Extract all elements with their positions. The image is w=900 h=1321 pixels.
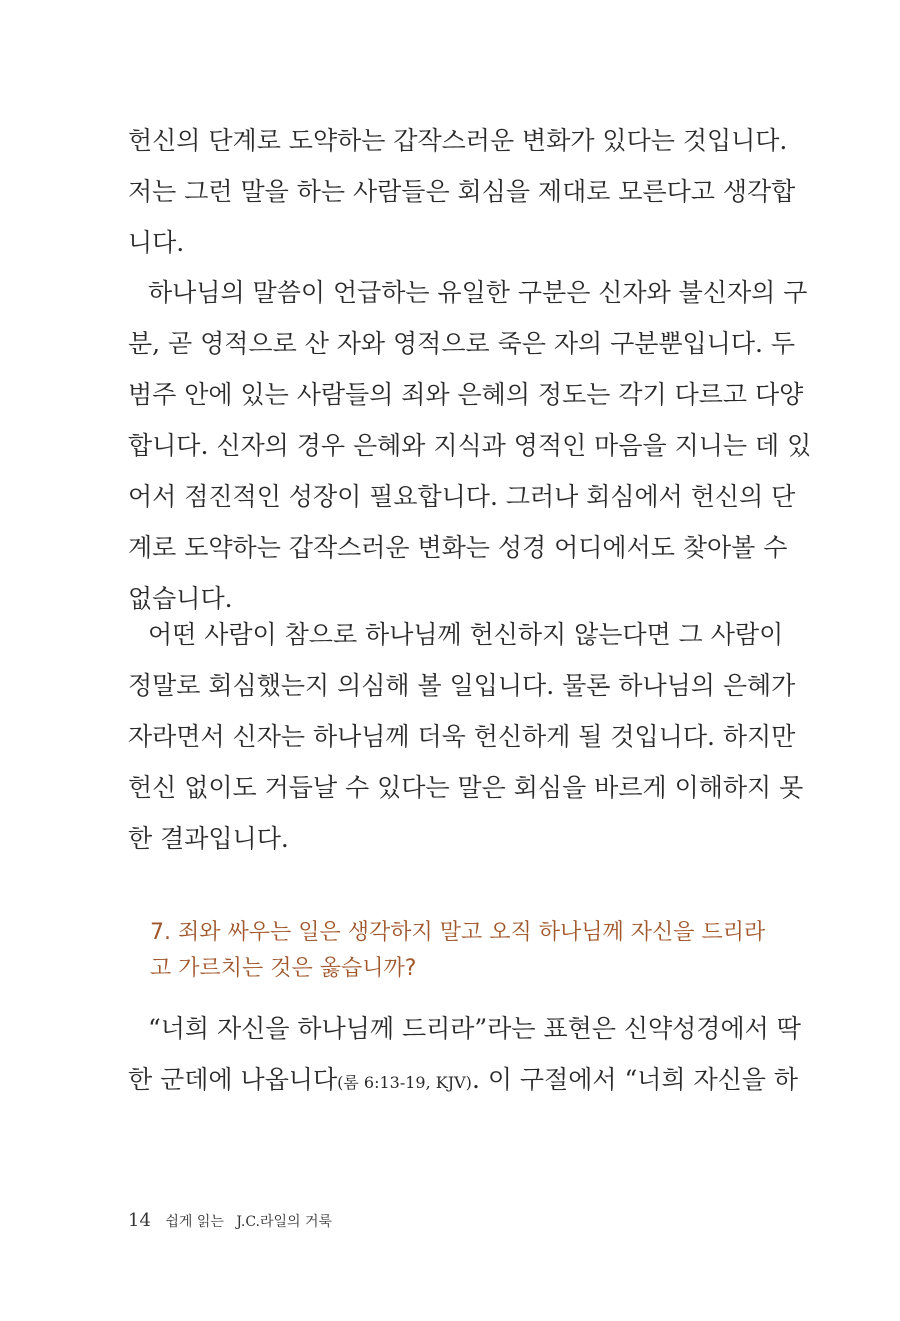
paragraph-line: 저는 그런 말을 하는 사람들은 회심을 제대로 모른다고 생각합 xyxy=(128,177,796,206)
paragraph-line: 헌신의 단계로 도약하는 갑작스러운 변화가 있다는 것입니다. xyxy=(128,126,788,155)
paragraph-1 xyxy=(128,126,796,257)
paragraph-line: 헌신 없이도 거듭날 수 있다는 말은 회심을 바르게 이해하지 못 xyxy=(128,773,804,802)
paragraph-line: 합니다. 신자의 경우 은혜와 지식과 영적인 마음을 지니는 데 있 xyxy=(128,431,812,460)
paragraph-line: 계로 도약하는 갑작스러운 변화는 성경 어디에서도 찾아볼 수 xyxy=(128,533,788,562)
paragraph-line: 한 결과입니다. xyxy=(128,824,289,853)
book-title: J.C.라일의 거룩 xyxy=(236,1214,333,1230)
paragraph-3 xyxy=(128,620,804,853)
question-line: 고 가르치는 것은 옳습니까? xyxy=(150,956,417,981)
page-footer xyxy=(128,1210,332,1231)
scripture-reference: (롬 6:13-19, KJV) xyxy=(337,1073,472,1092)
page-number: 14 xyxy=(128,1210,151,1231)
paragraph-line: 니다. xyxy=(128,228,185,257)
question-heading xyxy=(150,920,766,982)
answer-text: . 이 구절에서 “너희 자신을 하 xyxy=(471,1065,799,1094)
paragraph-line: 없습니다. xyxy=(128,584,233,613)
paragraph-line: 범주 안에 있는 사람들의 죄와 은혜의 정도는 각기 다르고 다양 xyxy=(128,380,804,409)
paragraph-line: “너희 자신을 하나님께 드리라”라는 표현은 신약성경에서 딱 xyxy=(148,1014,801,1043)
answer-paragraph xyxy=(128,1014,801,1094)
paragraph-line: 어서 점진적인 성장이 필요합니다. 그러나 회심에서 헌신의 단 xyxy=(128,482,796,511)
paragraph-line: 어떤 사람이 참으로 하나님께 헌신하지 않는다면 그 사람이 xyxy=(148,620,784,649)
paragraph-line: 분, 곧 영적으로 산 자와 영적으로 죽은 자의 구분뿐입니다. 두 xyxy=(128,329,796,358)
series-name: 쉽게 읽는 xyxy=(165,1214,224,1230)
paragraph-line: 자라면서 신자는 하나님께 더욱 헌신하게 될 것입니다. 하지만 xyxy=(128,722,796,751)
paragraph-line: 하나님의 말씀이 언급하는 유일한 구분은 신자와 불신자의 구 xyxy=(148,278,808,307)
question-line: 7. 죄와 싸우는 일은 생각하지 말고 오직 하나님께 자신을 드리라 xyxy=(150,920,766,945)
answer-text: 한 군데에 나옵니다 xyxy=(128,1065,338,1094)
paragraph-line: 정말로 회심했는지 의심해 볼 일입니다. 물론 하나님의 은혜가 xyxy=(128,671,796,700)
paragraph-line xyxy=(128,1065,799,1094)
paragraph-2 xyxy=(128,278,812,613)
